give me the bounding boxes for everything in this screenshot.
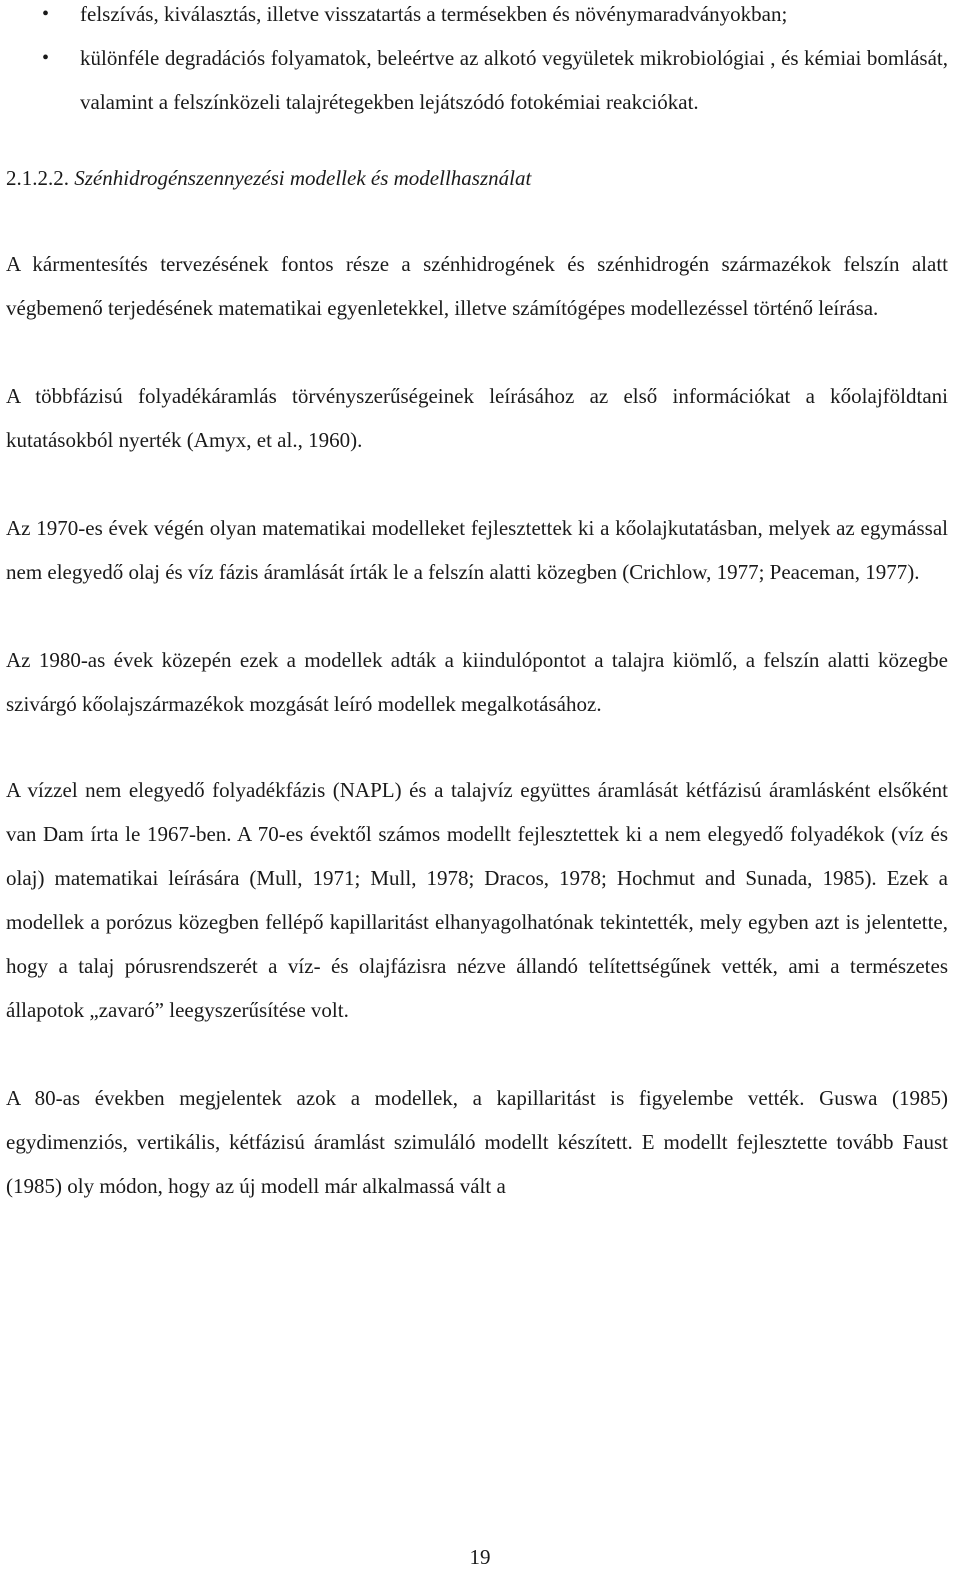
paragraph: A kármentesítés tervezésének fontos része a szénhidrogének és szénhidrogén származékok felszín alatt végbemenő terjedésének matematikai egyenletekkel, illetve számítógépes modellezéssel történő leírása. (6, 252, 948, 320)
bullet-text: felszívás, kiválasztás, illetve visszatartás a termésekben és növénymaradványokban; (80, 2, 788, 26)
bullet-text: különféle degradációs folyamatok, beleértve az alkotó vegyületek mikrobiológiai , és kémiai bomlását, valamint a felszínközeli talajrétegekben lejátszódó fotokémiai reakciókat. (80, 46, 948, 114)
paragraph: Az 1970-es évek végén olyan matematikai modelleket fejlesztettek ki a kőolajkutatásban, melyek az egymással nem elegyedő olaj és víz fázis áramlását írták le a felszín alatti közegben (Crichlow, 1977; Peaceman, 1977). (6, 516, 948, 584)
section-number: 2.1.2.2. (6, 166, 69, 190)
bullet-list (6, 0, 948, 124)
section-heading (6, 156, 948, 200)
paragraph: A többfázisú folyadékáramlás törvényszerűségeinek leírásához az első információkat a kőolajföldtani kutatásokból nyerték (Amyx, et al., 1960). (6, 384, 948, 452)
paragraph: A 80-as években megjelentek azok a modellek, a kapillaritást is figyelembe vették. Guswa (1985) egydimenziós, vertikális, kétfázisú áramlást szimuláló modellt készített. E modellt fejlesztette tovább Faust (1985) oly módon, hogy az új modell már alkalmassá vált a (6, 1086, 948, 1198)
page-number: 19 (469, 1545, 491, 1569)
bullet-icon: • (42, 47, 50, 69)
document-page (6, 0, 948, 1208)
paragraph: Az 1980-as évek közepén ezek a modellek adták a kiindulópontot a talajra kiömlő, a felszín alatti közegbe szivárgó kőolajszármazékok mozgását leíró modellek megalkotásához. (6, 648, 948, 716)
bullet-icon: • (42, 3, 50, 25)
bullet-item (6, 0, 948, 36)
bullet-item (6, 36, 948, 124)
paragraph: A vízzel nem elegyedő folyadékfázis (NAPL) és a talajvíz együttes áramlását kétfázisú áramlásként elsőként van Dam írta le 1967-ben. A 70-es évektől számos modellt fejlesztettek ki a nem elegyedő folyadékok (víz és olaj) matematikai leírására (Mull, 1971; Mull, 1978; Dracos, 1978; Hochmut and Sunada, 1985). Ezek a modellek a porózus közegben fellépő kapillaritást elhanyagolhatónak tekintették, mely egyben azt is jelentette, hogy a talaj pórusrendszerét a víz- és olajfázisra nézve állandó telítettségűnek vették, ami a természetes állapotok „zavaró” leegyszerűsítése volt. (6, 778, 948, 1022)
section-title: Szénhidrogénszennyezési modellek és modellhasználat (74, 166, 532, 190)
